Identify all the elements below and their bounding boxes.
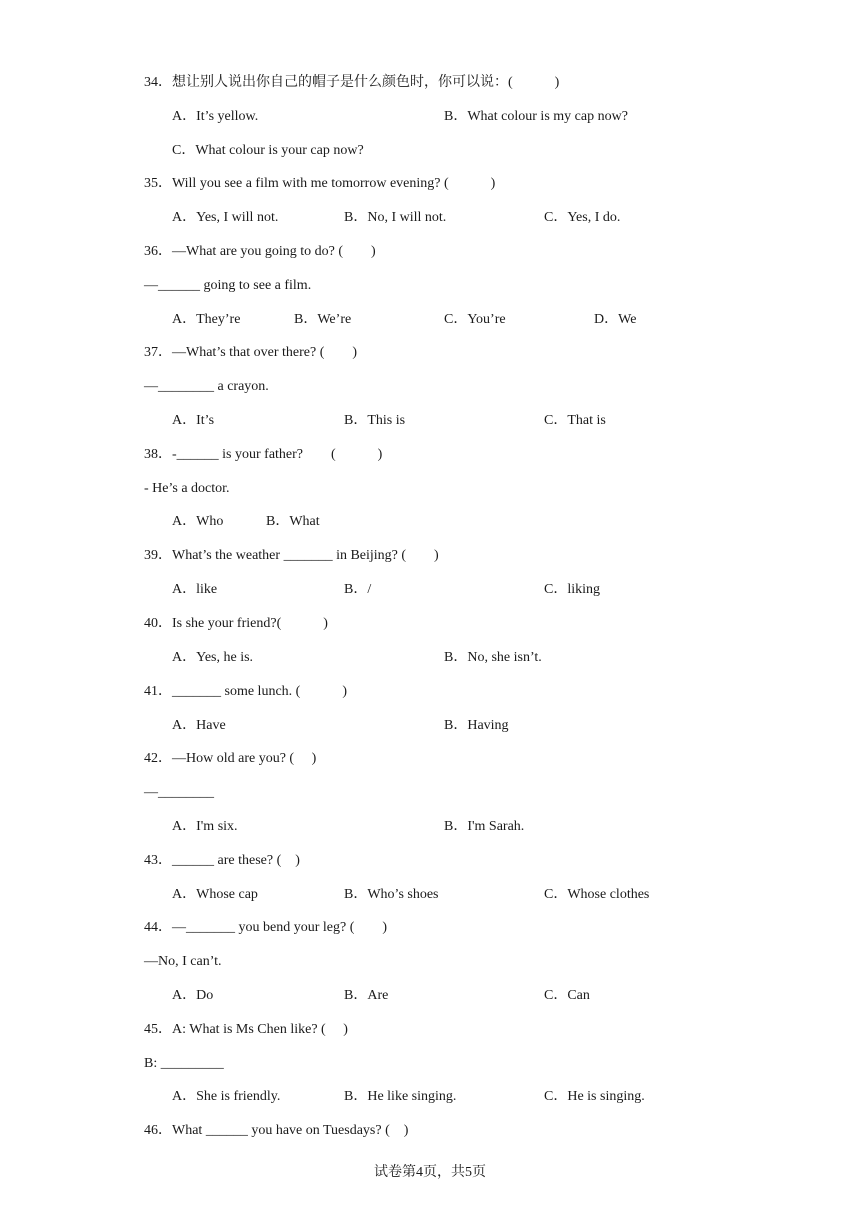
question-36-option-a: A．They’re [172, 312, 241, 327]
page-footer: 试卷第4页，共5页 [374, 1165, 486, 1180]
question-37-option-c: C．That is [544, 413, 606, 428]
question-40-option-b: B．No, she isn’t. [444, 650, 542, 665]
question-42-stem: 42．—How old are you? ( ) [144, 751, 317, 766]
question-39-stem: 39．What’s the weather _______ in Beijing? ( ) [144, 548, 439, 563]
question-36-stem: 36．—What are you going to do? ( ) [144, 244, 376, 259]
question-45-option-b: B．He like singing. [344, 1089, 457, 1104]
question-38-stem: 38．-______ is your father? ( ) [144, 447, 383, 462]
question-41-option-a: A．Have [172, 718, 226, 733]
question-34-option-a: A．It’s yellow. [172, 109, 259, 124]
question-37-option-b: B．This is [344, 413, 406, 428]
question-45-option-a: A．She is friendly. [172, 1089, 281, 1104]
question-34-option-c: C．What colour is your cap now? [172, 143, 364, 158]
question-42-option-b: B．I'm Sarah. [444, 819, 525, 834]
question-42-option-a: A．I'm six. [172, 819, 238, 834]
question-38-option-b: B．What [266, 514, 320, 529]
question-39-option-a: A．like [172, 582, 218, 597]
question-38-reply: - He’s a doctor. [144, 481, 230, 496]
question-44-option-b: B．Are [344, 988, 389, 1003]
question-39-option-c: C．liking [544, 582, 601, 597]
question-39-option-b: B．/ [344, 582, 372, 597]
question-37-option-a: A．It’s [172, 413, 215, 428]
question-43-option-b: B．Who’s shoes [344, 887, 439, 902]
question-45-option-c: C．He is singing. [544, 1089, 645, 1104]
question-35-option-b: B．No, I will not. [344, 210, 447, 225]
question-44-option-a: A．Do [172, 988, 214, 1003]
question-44-stem: 44．—_______ you bend your leg? ( ) [144, 920, 388, 935]
question-35-option-c: C．Yes, I do. [544, 210, 621, 225]
question-35-option-a: A．Yes, I will not. [172, 210, 279, 225]
question-46-stem: 46．What ______ you have on Tuesdays? ( ) [144, 1123, 409, 1138]
question-34-option-b: B．What colour is my cap now? [444, 109, 628, 124]
question-42-reply: —________ [144, 785, 214, 800]
question-36-option-d: D．We [594, 312, 637, 327]
question-40-option-a: A．Yes, he is. [172, 650, 254, 665]
question-45-stem: 45．A: What is Ms Chen like? ( ) [144, 1022, 348, 1037]
question-44-option-c: C．Can [544, 988, 590, 1003]
question-35-stem: 35．Will you see a film with me tomorrow evening? ( ) [144, 176, 496, 191]
question-36-option-c: C．You’re [444, 312, 506, 327]
question-37-reply: —________ a crayon. [144, 379, 269, 394]
question-44-reply: —No, I can’t. [144, 954, 222, 969]
question-37-stem: 37．—What’s that over there? ( ) [144, 345, 358, 360]
question-34-stem: 34．想让别人说出你自己的帽子是什么颜色时，你可以说：( ) [144, 75, 560, 90]
question-38-option-a: A．Who [172, 514, 224, 529]
question-36-reply: —______ going to see a film. [144, 278, 312, 293]
question-40-stem: 40．Is she your friend?( ) [144, 616, 328, 631]
question-41-stem: 41．_______ some lunch. ( ) [144, 684, 347, 699]
question-41-option-b: B．Having [444, 718, 509, 733]
question-43-option-c: C．Whose clothes [544, 887, 650, 902]
question-45-reply: B: _________ [144, 1056, 224, 1071]
question-36-option-b: B．We’re [294, 312, 352, 327]
question-43-stem: 43．______ are these? ( ) [144, 853, 300, 868]
question-43-option-a: A．Whose cap [172, 887, 258, 902]
